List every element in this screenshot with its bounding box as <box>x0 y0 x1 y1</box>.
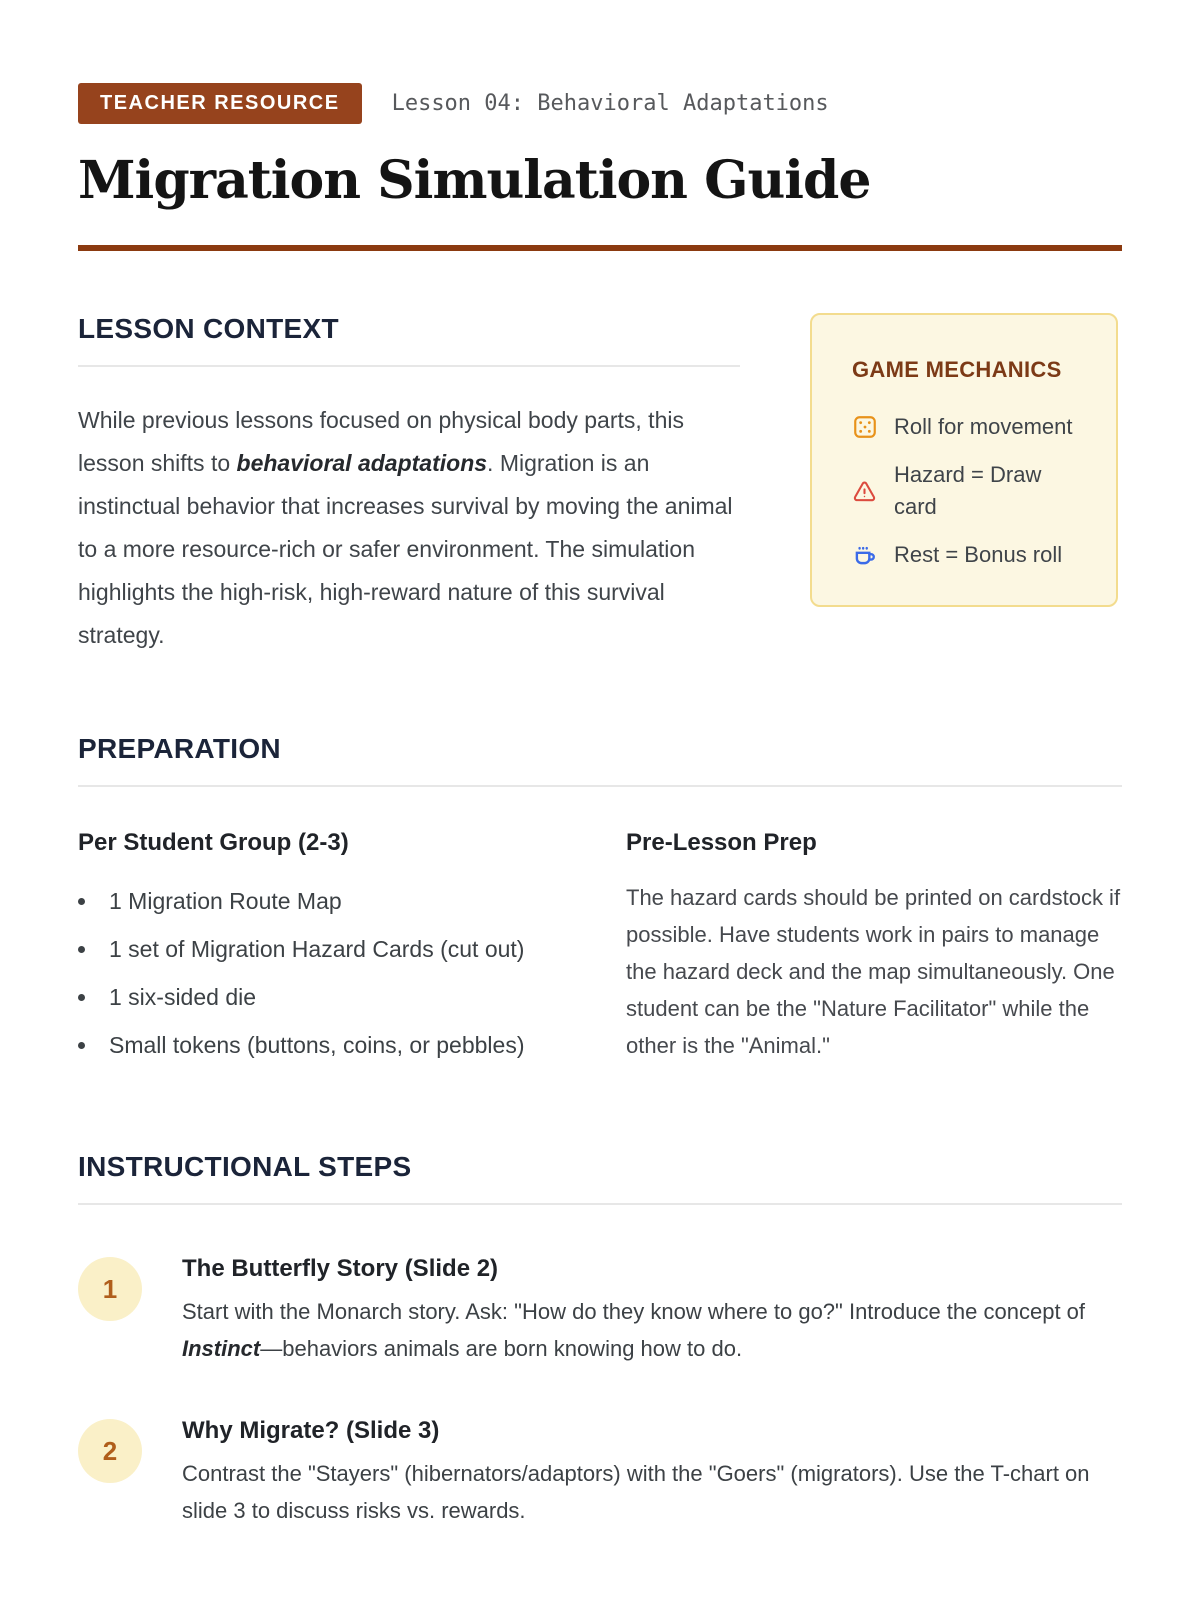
pre-lesson-prep-body: The hazard cards should be printed on cardstock if possible. Have students work in pairs to manage the hazard deck and the map simultaneously. One student can be the "Nature Facilitator" while the other is the "Animal." <box>626 885 1121 1059</box>
step-description <box>182 1455 1122 1529</box>
step-item-2 <box>78 1415 1122 1529</box>
step-title: Why Migrate? (Slide 3) <box>182 1417 440 1445</box>
section-divider <box>78 1203 1122 1205</box>
step-emphasis: Instinct <box>182 1336 261 1362</box>
preparation-columns <box>78 829 1122 1071</box>
teacher-resource-badge: TEACHER RESOURCE <box>78 83 362 124</box>
lesson-context-section <box>78 313 740 657</box>
game-mechanics-card <box>810 313 1118 607</box>
context-emphasis: behavioral adaptations <box>236 450 488 477</box>
materials-list <box>78 879 566 1067</box>
document-page <box>78 0 1122 1529</box>
step-content <box>182 1415 1122 1529</box>
page-title: Migration Simulation Guide <box>78 150 871 211</box>
lesson-context-heading: LESSON CONTEXT <box>78 313 339 345</box>
mechanic-label: Roll for movement <box>894 414 1073 440</box>
step-number-badge: 2 <box>78 1419 142 1483</box>
step-description <box>182 1293 1122 1367</box>
step-text-before: Contrast the "Stayers" (hibernators/adaptors) with the "Goers" (migrators). Use the T-chart on slide 3 to discuss risks vs. rewards. <box>182 1461 1090 1524</box>
mechanic-item-hazard <box>852 459 1076 523</box>
mechanic-item-roll <box>852 411 1076 443</box>
mechanic-label: Rest = Bonus roll <box>894 542 1063 568</box>
list-item: • 1 Migration Route Map <box>78 879 566 923</box>
pre-lesson-prep-column <box>626 829 1122 1071</box>
step-number-badge: 1 <box>78 1257 142 1321</box>
preparation-section <box>78 733 1122 1071</box>
materials-column <box>78 829 566 1071</box>
list-item: • Small tokens (buttons, coins, or pebbles) <box>78 1023 566 1067</box>
step-item-1 <box>78 1253 1122 1367</box>
instructional-steps-section <box>78 1151 1122 1529</box>
instructional-steps-heading: INSTRUCTIONAL STEPS <box>78 1151 412 1183</box>
step-text-after: —behaviors animals are born knowing how to do. <box>260 1336 743 1362</box>
dice-icon <box>852 414 878 440</box>
lesson-context-row <box>78 313 1122 657</box>
coffee-cup-icon <box>852 542 878 568</box>
mechanic-label: Hazard = Draw card <box>894 462 1042 520</box>
context-text-before: While previous lessons focused on physical body parts, this lesson shifts to <box>78 407 684 477</box>
title-divider <box>78 245 1122 251</box>
section-divider <box>78 365 740 367</box>
pre-lesson-prep-heading: Pre-Lesson Prep <box>626 829 817 857</box>
mechanic-item-rest <box>852 539 1076 571</box>
step-title: The Butterfly Story (Slide 2) <box>182 1255 499 1283</box>
list-item: • 1 six-sided die <box>78 975 566 1019</box>
step-text-before: Start with the Monarch story. Ask: "How do they know where to go?" Introduce the concept of <box>182 1299 1086 1325</box>
list-item: • 1 set of Migration Hazard Cards (cut out) <box>78 927 566 971</box>
lesson-number-label: Lesson 04: Behavioral Adaptations <box>391 91 829 116</box>
warning-triangle-icon <box>852 479 878 504</box>
step-content <box>182 1253 1122 1367</box>
preparation-heading: PREPARATION <box>78 733 281 765</box>
game-mechanics-heading: GAME MECHANICS <box>852 357 1062 383</box>
materials-heading: Per Student Group (2-3) <box>78 829 349 857</box>
context-text-after: . Migration is an instinctual behavior that increases survival by moving the animal to a more resource-rich or safer environment. The simulation highlights the high-risk, high-reward nature of this survival strategy. <box>78 450 733 649</box>
document-header <box>78 83 1122 124</box>
section-divider <box>78 785 1122 787</box>
lesson-context-paragraph <box>78 399 740 657</box>
